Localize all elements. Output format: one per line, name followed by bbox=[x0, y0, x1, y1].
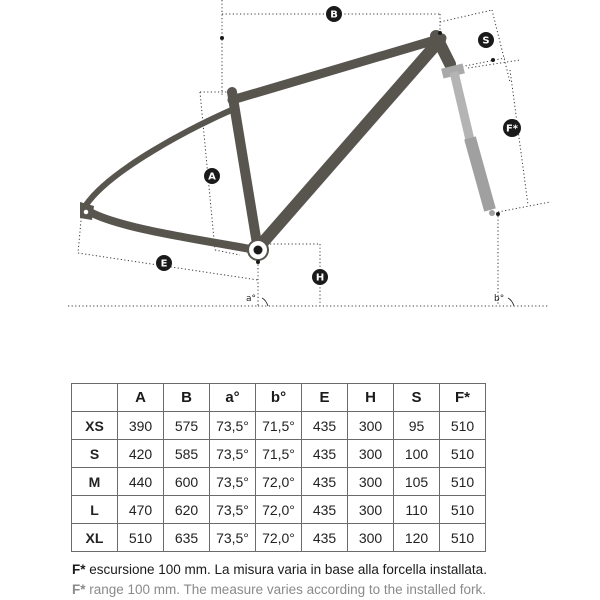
label-h-badge bbox=[312, 269, 328, 285]
table-cell: 71,5° bbox=[256, 412, 302, 440]
header-cell: A bbox=[118, 384, 164, 412]
size-cell: L bbox=[72, 496, 118, 524]
table-cell: 510 bbox=[440, 496, 486, 524]
table-cell: 105 bbox=[394, 468, 440, 496]
table-cell: 73,5° bbox=[210, 496, 256, 524]
header-cell: H bbox=[348, 384, 394, 412]
footnote-key: F* bbox=[72, 562, 86, 577]
table-cell: 600 bbox=[164, 468, 210, 496]
table-cell: 510 bbox=[440, 440, 486, 468]
svg-text:F*: F* bbox=[505, 123, 519, 135]
size-cell: XL bbox=[72, 524, 118, 552]
table-cell: 300 bbox=[348, 440, 394, 468]
footnote-text: range 100 mm. The measure varies according to the installed fork. bbox=[85, 582, 486, 597]
footnote-english bbox=[72, 582, 486, 597]
table-cell: 620 bbox=[164, 496, 210, 524]
size-cell: M bbox=[72, 468, 118, 496]
header-cell bbox=[72, 384, 118, 412]
table-cell: 73,5° bbox=[210, 524, 256, 552]
table-cell: 435 bbox=[302, 468, 348, 496]
size-cell: XS bbox=[72, 412, 118, 440]
geometry-table bbox=[71, 383, 486, 552]
table-cell: 470 bbox=[118, 496, 164, 524]
table-row bbox=[72, 440, 486, 468]
header-cell: B bbox=[164, 384, 210, 412]
svg-text:B: B bbox=[330, 9, 338, 21]
fork bbox=[441, 63, 495, 216]
svg-text:S: S bbox=[482, 35, 490, 47]
table-cell: 300 bbox=[348, 524, 394, 552]
table-row bbox=[72, 524, 486, 552]
table-cell: 73,5° bbox=[210, 468, 256, 496]
label-b-badge bbox=[326, 6, 342, 22]
header-cell: S bbox=[394, 384, 440, 412]
table-cell: 390 bbox=[118, 412, 164, 440]
table-cell: 110 bbox=[394, 496, 440, 524]
table-cell: 300 bbox=[348, 412, 394, 440]
label-f-badge bbox=[503, 119, 521, 137]
bike-frame bbox=[86, 36, 450, 250]
chain-stay bbox=[90, 212, 256, 250]
svg-text:E: E bbox=[160, 258, 168, 270]
seat-angle-label: a° bbox=[246, 294, 257, 304]
table-cell: 71,5° bbox=[256, 440, 302, 468]
front-axle bbox=[489, 210, 495, 216]
table-row bbox=[72, 412, 486, 440]
table-cell: 73,5° bbox=[210, 440, 256, 468]
table-cell: 73,5° bbox=[210, 412, 256, 440]
svg-text:H: H bbox=[315, 272, 325, 284]
table-cell: 300 bbox=[348, 496, 394, 524]
table-cell: 72,0° bbox=[256, 468, 302, 496]
table-row bbox=[72, 496, 486, 524]
table-cell: 510 bbox=[440, 524, 486, 552]
svg-text:A: A bbox=[208, 171, 216, 183]
down-tube bbox=[258, 40, 440, 248]
size-cell: S bbox=[72, 440, 118, 468]
table-cell: 510 bbox=[118, 524, 164, 552]
label-a-badge bbox=[204, 168, 220, 184]
footnote-italian bbox=[72, 562, 487, 577]
head-angle-arc bbox=[508, 298, 514, 306]
table-cell: 585 bbox=[164, 440, 210, 468]
footnote-key: F* bbox=[72, 582, 86, 597]
table-cell: 72,0° bbox=[256, 496, 302, 524]
table-cell: 435 bbox=[302, 440, 348, 468]
seat-stay bbox=[86, 108, 236, 205]
table-cell: 635 bbox=[164, 524, 210, 552]
table-cell: 435 bbox=[302, 496, 348, 524]
table-cell: 510 bbox=[440, 468, 486, 496]
header-cell: b° bbox=[256, 384, 302, 412]
header-cell: E bbox=[302, 384, 348, 412]
label-s-badge bbox=[478, 32, 494, 48]
table-cell: 72,0° bbox=[256, 524, 302, 552]
rear-axle bbox=[83, 209, 89, 215]
table-cell: 100 bbox=[394, 440, 440, 468]
header-cell: F* bbox=[440, 384, 486, 412]
table-cell: 440 bbox=[118, 468, 164, 496]
label-e-badge bbox=[156, 255, 172, 271]
table-cell: 120 bbox=[394, 524, 440, 552]
table-row bbox=[72, 468, 486, 496]
table-cell: 435 bbox=[302, 524, 348, 552]
seat-angle-arc bbox=[262, 298, 268, 306]
header-cell: a° bbox=[210, 384, 256, 412]
table-cell: 575 bbox=[164, 412, 210, 440]
table-cell: 510 bbox=[440, 412, 486, 440]
table-header-row bbox=[72, 384, 486, 412]
footnote-text: escursione 100 mm. La misura varia in base alla forcella installata. bbox=[85, 562, 487, 577]
table-cell: 420 bbox=[118, 440, 164, 468]
table-cell: 435 bbox=[302, 412, 348, 440]
table-cell: 95 bbox=[394, 412, 440, 440]
bottom-bracket bbox=[248, 240, 268, 260]
seat-tube bbox=[232, 92, 258, 250]
table-cell: 300 bbox=[348, 468, 394, 496]
head-angle-label: b° bbox=[494, 294, 505, 304]
fork-lower bbox=[470, 138, 490, 210]
fork-stanchion bbox=[454, 72, 470, 140]
head-tube bbox=[436, 36, 450, 64]
